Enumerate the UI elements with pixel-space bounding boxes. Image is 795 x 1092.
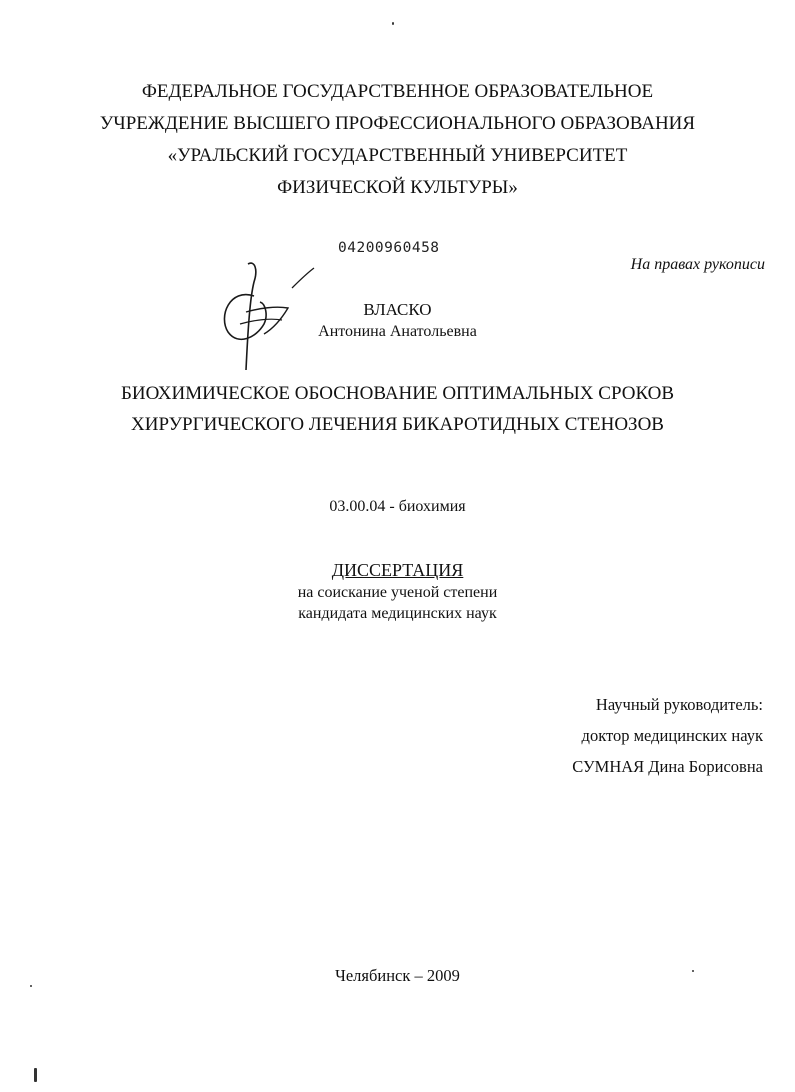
title-line: ХИРУРГИЧЕСКОГО ЛЕЧЕНИЯ БИКАРОТИДНЫХ СТЕНОЗОВ — [131, 414, 664, 435]
institution-line: УЧРЕЖДЕНИЕ ВЫСШЕГО ПРОФЕССИОНАЛЬНОГО ОБРАЗОВАНИЯ — [99, 113, 696, 134]
advisor-name: СУМНАЯ Дина Борисовна — [572, 757, 763, 776]
dissertation-title — [0, 378, 795, 440]
institution-line: ФИЗИЧЕСКОЙ КУЛЬТУРЫ» — [277, 177, 518, 198]
author-given-name: Антонина Анатольевна — [318, 323, 477, 340]
degree-line-2: кандидата медицинских наук — [298, 605, 497, 622]
scan-speck — [692, 970, 694, 972]
dissertation-block — [0, 558, 795, 624]
scan-speck — [30, 985, 32, 987]
advisor-block — [572, 689, 763, 782]
advisor-label: Научный руководитель: — [595, 695, 763, 714]
author-block — [0, 299, 795, 343]
institution-line: ФЕДЕРАЛЬНОЕ ГОСУДАРСТВЕННОЕ ОБРАЗОВАТЕЛЬНОЕ — [141, 81, 654, 102]
scan-speck — [392, 22, 394, 25]
scan-speck — [34, 1068, 37, 1082]
manuscript-rights: На правах рукописи — [630, 256, 765, 273]
dissertation-heading: ДИССЕРТАЦИЯ — [331, 560, 464, 580]
specialty-code: 03.00.04 - биохимия — [329, 498, 466, 515]
institution-line: «УРАЛЬСКИЙ ГОСУДАРСТВЕННЫЙ УНИВЕРСИТЕТ — [167, 145, 628, 166]
institution-header — [0, 76, 795, 204]
city-year: Челябинск – 2009 — [335, 966, 460, 985]
author-surname: ВЛАСКО — [363, 300, 432, 319]
title-line: БИОХИМИЧЕСКОЕ ОБОСНОВАНИЕ ОПТИМАЛЬНЫХ СРОКОВ — [120, 383, 675, 404]
degree-line-1: на соискание ученой степени — [297, 584, 498, 601]
advisor-degree: доктор медицинских наук — [581, 726, 763, 745]
registry-number: 04200960458 — [338, 240, 440, 256]
